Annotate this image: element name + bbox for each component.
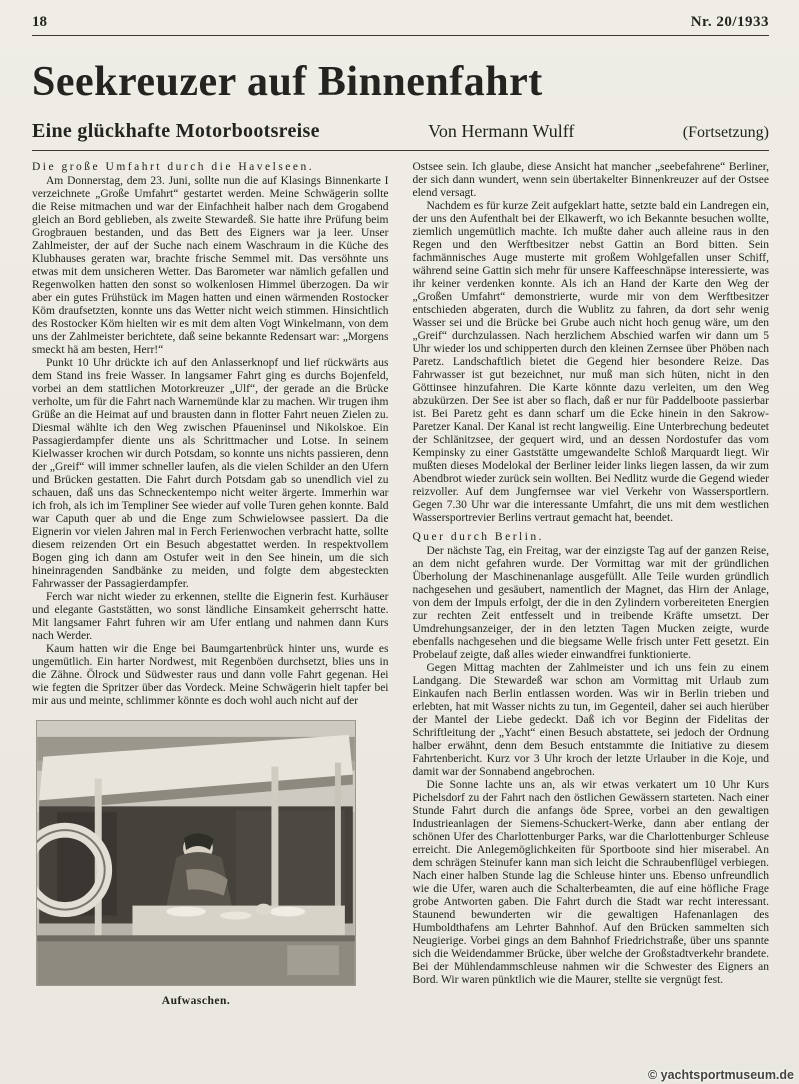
subtitle-rule <box>32 150 769 151</box>
paragraph: Der nächste Tag, ein Freitag, war der einzigste Tag auf der ganzen Reise, an dem nicht gefahren wurde. Der Vormittag war mit der gründlichen Überholung der Maschinenanlage ausgefüllt. Alle Teile wurden gründlich nachgesehen und gesäubert, namentlich der Magnet, das Hirn der Anlage, von dem der Impuls erfolgt, der die in den Zylindern vorbereiteten Energien zur rechten Zeit entfesselt und in treibende Kräfte umsetzt. Der Umdrehungsanzeiger, der in den letzten Tagen Mucken zeigte, wurde ebenfalls nachgesehen und die biegsame Welle frisch unter Fett gesetzt. Ein Probelauf zeigte, daß alles wieder einwandfrei funktionierte. <box>412 545 769 661</box>
paragraph: Punkt 10 Uhr drückte ich auf den Anlasserknopf und lief rückwärts aus dem Stand ins freie Wasser. In langsamer Fahrt ging es durchs Bojenfeld, vorbei an dem stattlichen Motorkreuzer „Ulf“, der gerade an die Brücke verholte, um für die Fahrt nach Warnemünde klar zu machen. Wir trugen ihm Grüße an die Heimat auf und brausten dann in flotter Fahrt neuen Zielen zu. Diesmal wählte ich den Weg zwischen Pfaueninsel und Nikolskoe. Ein Passagierdampfer diente uns als Schrittmacher und Lotse. In seinem Kielwasser krochen wir durch Potsdam, so konnte uns nichts passieren, denn der „Greif“ will immer schneller laufen, als die vielen Schilder an den Ufern und Brücken gestatten. Die Fahrt durch Potsdam gab so unendlich viel zu schauen, daß uns das Schneckentempo nicht weiter ärgerte. Immerhin war ich froh, als ich im Templiner See wieder auf volle Turen gehen konnte. Bald war Caputh quer ab und die Enge zum Schwielowsee passiert. Da die Eignerin vor vielen Jahren mal in Ferch Ferienwochen verbracht hatte, sollte diesem reizenden Ort ein Besuch abgestattet werden. In respektvollem Bogen ging ich dann am Ostufer weit in den See hinein, um die sich hineinragenden Sandbänke zu meiden, und folgte dem abgesteckten Fahrwasser der Passagierdampfer. <box>32 357 389 590</box>
paragraph: Die Sonne lachte uns an, als wir etwas verkatert um 10 Uhr Kurs Pichelsdorf zu der Fahrt nach den östlichen Gewässern starteten. Nach einer Stunde Fahrt durch die anfangs öde Spree, vorbei an den gewaltigen Industrieanlagen der Siemens-Schuckert-Werke, dann aber entlang der schönen Ufer des Charlottenburger Parks, war die Charlottenburger Schleuse erreicht. Die Anlegemöglichkeiten für Sportboote sind hier miserabel. An dem schrägen Steinufer kann man sich leicht die Schraubenflügel verbiegen. Nach einer halben Stunde lag die Schleuse hinter uns. Ebenso unfreundlich wie die Ufer, waren auch die Schalterbeamten, die auf eine höfliche Frage grobe Antworten gaben. Die Fahrt durch die Stadt war recht interessant. Staunend bewunderten wir die gewaltigen Hafenanlagen des Humboldthafens am Lehrter Bahnhof. Auf den Brücken sammelten sich Neugierige. Vorbei gings an dem Bahnhof Friedrichstraße, über uns spannte sich die Weidendammer Brücke, über welche der Großstadtverkehr brandete. Bei der Mühlendammschleuse nahmen wir die Schwester des Eigners an Bord. Wir waren pünktlich wie die Maurer, stellte sie vergnügt fest. <box>412 779 769 986</box>
page-number: 18 <box>32 14 47 30</box>
header-rule <box>32 35 769 36</box>
photo-block <box>32 720 356 1008</box>
paragraph: Nachdem es für kurze Zeit aufgeklart hatte, setzte bald ein Landregen ein, der uns den Aufenthalt bei der Elkawerft, wo ich Bekannte besuchen wollte, ziemlich ungemütlich machte. Ich mußte daher auch alleine raus in den Regen und den Werftbesitzer nebst Gattin an Bord bitten. Sein fachmännisches Auge musterte mit großem Wohlgefallen unser Schiff, während seine Gattin sich mehr für unsere Kaffeeschnäpse interessierte, was ihr keiner verdenken konnte. Als ich an Hand der Karte den Weg der „Großen Umfahrt“ demonstrierte, wurde mir von dem Werftbesitzer entschieden abgeraten, durch die Wublitz zu fahren, da dort sehr wenig Wasser sei und die Brücke bei Grube auch nicht hoch genug wäre, um den „Greif“ durchzulassen. Nach herzlichem Abschied warfen wir dann um 5 Uhr wieder los und schipperten durch den kleinen Zernsee über Phöben nach Paretz. Landschaftlich bietet die Gegend hier besondere Reize. Das Fahrwasser ist gut bezeichnet, nur muß man sich hüten, nicht in den Göttinsee hinzufahren. Die Karte könnte dazu verleiten, um den Weg abzukürzen. Der See ist aber so flach, daß er nur für Paddelboote passierbar ist. Bei Paretz geht es dann scharf um die Ecke hinein in den Sakrow-Paretzer Kanal. Der Kanal ist recht langweilig. Eine Unterbrechung bedeutet der Schlänitzsee, der gequert wird, und an dessen Nordostufer das vom Kempinsky zu einer Gaststätte umgewandelte Schloß Marquardt liegt. Wir mußten dieses Modelokal der Berliner leider links liegen lassen, da wir zum Abendbrot wieder zurück sein wollten. Bei Nedlitz wurde die Gegend wieder reizvoller. Auf dem Jungfernsee war viel Verkehr von Wassersportlern. Gegen 7.30 Uhr war die interessante Umfahrt, die uns mit dem westlichen Wassersportrevier Berlins vertraut gemacht hat, beendet. <box>412 200 769 524</box>
paragraph: Ferch war nicht wieder zu erkennen, stellte die Eignerin fest. Kurhäuser und elegante Gaststätten, wo sonst ländliche Einsamkeit geherrscht hatte. Mit langsamer Fahrt fuhren wir am Ufer entlang und nahmen dann Kurs nach Werder. <box>32 591 389 642</box>
article-title: Seekreuzer auf Binnenfahrt <box>32 59 543 105</box>
article-body <box>32 161 769 1008</box>
byline: Von Hermann Wulff <box>428 121 575 141</box>
continuation-label: (Fortsetzung) <box>682 124 769 141</box>
section-heading-havelseen: Die große Umfahrt durch die Havelseen. <box>32 161 315 173</box>
photo-caption: Aufwaschen. <box>161 995 231 1007</box>
subtitle-row <box>32 120 769 143</box>
paragraph: Am Donnerstag, dem 23. Juni, sollte nun die auf Klasings Binnenkarte I verzeichnete „Große Umfahrt“ gestartet werden. Meine Schwägerin sollte die Reise mitmachen und war der Einfachheit halber nach dem Grogabend gleich an Bord geblieben, als zweite Stewardeß. Sie hatte ihre Prüfung beim Grogbrauen bestanden, und das Bett des Eigners war ja leer. Unser Zahlmeister, der auf der Suche nach einem Waschraum in die Küche des Klubhauses geraten war, brachte frische Semmel mit. Das versöhnte uns etwas mit dem unsicheren Wetter. Das Barometer war nämlich gefallen und Regenwolken hatten den sonst so wolkenlosen Himmel überzogen. Da wir aber ein gutes Frühstück im Magen hatten und einen wärmenden Rostocker Köm draufsetzten, konnte uns das Wetter nicht weich stimmen. Hinsichtlich des Rostocker Köm hielten wir es mit dem alten Vogt Winkelmann, von dem uns der Zahlmeister berichtete, daß seine bekannte Redensart war: „Morgens smeckt hä am besten, Herr!“ <box>32 175 389 356</box>
paragraph: Ostsee sein. Ich glaube, diese Ansicht hat mancher „seebefahrene“ Berliner, der sich dann wundert, wenn sein übertakelter Binnenkreuzer auf der Ostsee elend versagt. <box>412 161 769 199</box>
section-heading-berlin: Quer durch Berlin. <box>412 531 545 543</box>
issue-number: Nr. 20/1933 <box>690 14 769 30</box>
paragraph: Kaum hatten wir die Enge bei Baumgartenbrück hinter uns, wurde es ungemütlich. Ein harter Nordwest, mit Regenböen durchsetzt, blies uns in die Zähne. Ölrock und Südwester raus und dann volle Fahrt gegenan. Hei wie fegten die Spritzer über das Vordeck. Meine Schwägerin hielt tapfer bei mir aus und meinte, schlimmer könnte es doch wohl auch nicht auf der <box>32 643 389 707</box>
masthead <box>32 14 769 31</box>
column-right <box>413 161 770 1008</box>
paragraph: Gegen Mittag machten der Zahlmeister und ich uns fein zu einem Landgang. Die Stewardeß war schon am Vormittag mit Urlaub zum Einkaufen nach Berlin entlassen worden. Was wir in Berlin trieben und erlebten, hat mit Wasser nichts zu tun, im Gegenteil, daher sei auch hierüber der Mantel der Liebe gedeckt. Daß ich vor Beginn der Fidelitas der Schriftleitung der „Yacht“ einen Besuch abstattete, sei jedoch der Ordnung halber erwähnt, denn dem Besuch entstammte die Initiative zu diesem Fahrtenbericht. Kurz vor 3 Uhr kroch der letzte Urlauber in die Koje, und damit war der Sonnabend angebrochen. <box>412 662 769 778</box>
watermark: © yachtsportmuseum.de <box>647 1068 794 1082</box>
article-subtitle: Eine glückhafte Motorbootsreise <box>32 120 320 142</box>
photo-aufwaschen <box>36 720 356 986</box>
column-left <box>32 161 389 1008</box>
